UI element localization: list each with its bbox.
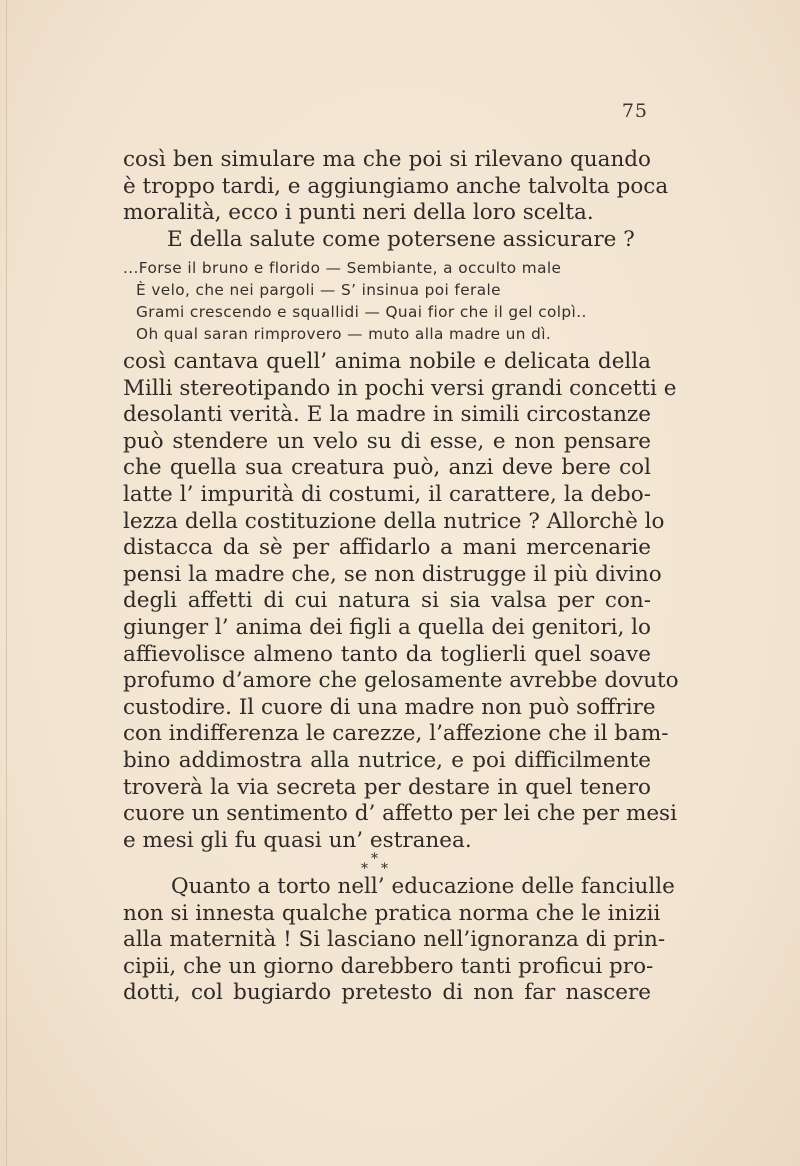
text-line: così ben simulare ma che poi si rilevano quando: [123, 147, 651, 172]
verse-line: È velo, che nei pargoli — S’ insinua poi ferale: [136, 281, 501, 299]
text-line: degli affetti di cui natura si sia valsa per con-: [123, 588, 651, 614]
text-line: profumo d’amore che gelosamente avrebbe dovuto: [123, 668, 679, 694]
text-line: pensi la madre che, se non distrugge il più divino: [123, 561, 662, 587]
verse-line: ...Forse il bruno e florido — Sembiante, a occulto male: [123, 259, 562, 277]
text-line: e mesi gli fu quasi un’ estranea.: [123, 827, 472, 853]
text-line: Quanto a torto nell’ educazione delle fanciulle: [171, 874, 675, 899]
paragraph-2: [123, 349, 679, 854]
text-line: cipii, che un giorno darebbero tanti proficui pro-: [123, 953, 654, 979]
text-line: affievolisce almeno tanto da toglierli quel soave: [123, 641, 651, 667]
text-line: che quella sua creatura può, anzi deve bere col: [123, 455, 651, 481]
verse-line: Grami crescendo e squallidi — Quai fior che il gel colpì..: [136, 303, 587, 321]
asterism-star: *: [381, 861, 388, 877]
text-line: dotti, col bugiardo pretesto di non far nascere: [123, 980, 651, 1006]
text-line: latte l’ impurità di costumi, il carattere, la debo-: [123, 481, 651, 507]
asterism-star: *: [361, 861, 368, 877]
text-line: non si innesta qualche pratica norma che le inizii: [123, 900, 661, 926]
text-line: così cantava quell’ anima nobile e delicata della: [123, 349, 651, 374]
text-line: con indifferenza le carezze, l’affezione che il bam-: [123, 721, 669, 747]
text-line: Milli stereotipando in pochi versi grandi concetti e: [123, 375, 677, 401]
text-line: giunger l’ anima dei figli a quella dei genitori, lo: [123, 614, 651, 640]
verse-line: Oh qual saran rimprovero — muto alla madre un dì.: [136, 325, 552, 343]
text-line: troverà la via secreta per destare in quel tenero: [123, 774, 651, 800]
paragraph-3: [123, 874, 675, 1007]
text-line: cuore un sentimento d’ affetto per lei che per mesi: [123, 801, 677, 827]
text-line: distacca da sè per affidarlo a mani mercenarie: [123, 535, 651, 561]
poem-quotation: [123, 257, 651, 345]
text-line: alla maternità ! Si lasciano nell’ignoranza di prin-: [123, 927, 666, 953]
page-number: 75: [621, 100, 648, 122]
text-line: è troppo tardi, e aggiungiamo anche talvolta poca: [123, 173, 669, 199]
text-line: può stendere un velo su di esse, e non pensare: [123, 428, 651, 454]
text-line: lezza della costituzione della nutrice ? Allorchè lo: [123, 508, 665, 534]
text-line: desolanti verità. E la madre in simili circostanze: [123, 402, 651, 428]
text-line: moralità, ecco i punti neri della loro scelta.: [123, 200, 594, 226]
text-line: custodire. Il cuore di una madre non può soffrire: [123, 694, 656, 720]
asterism-star: *: [371, 851, 378, 867]
paragraph-1: [123, 147, 669, 253]
text-line: bino addimostra alla nutrice, e poi difficilmente: [123, 747, 651, 773]
question-line: E della salute come potersene assicurare ?: [167, 226, 635, 252]
page-edge: [6, 0, 7, 1166]
